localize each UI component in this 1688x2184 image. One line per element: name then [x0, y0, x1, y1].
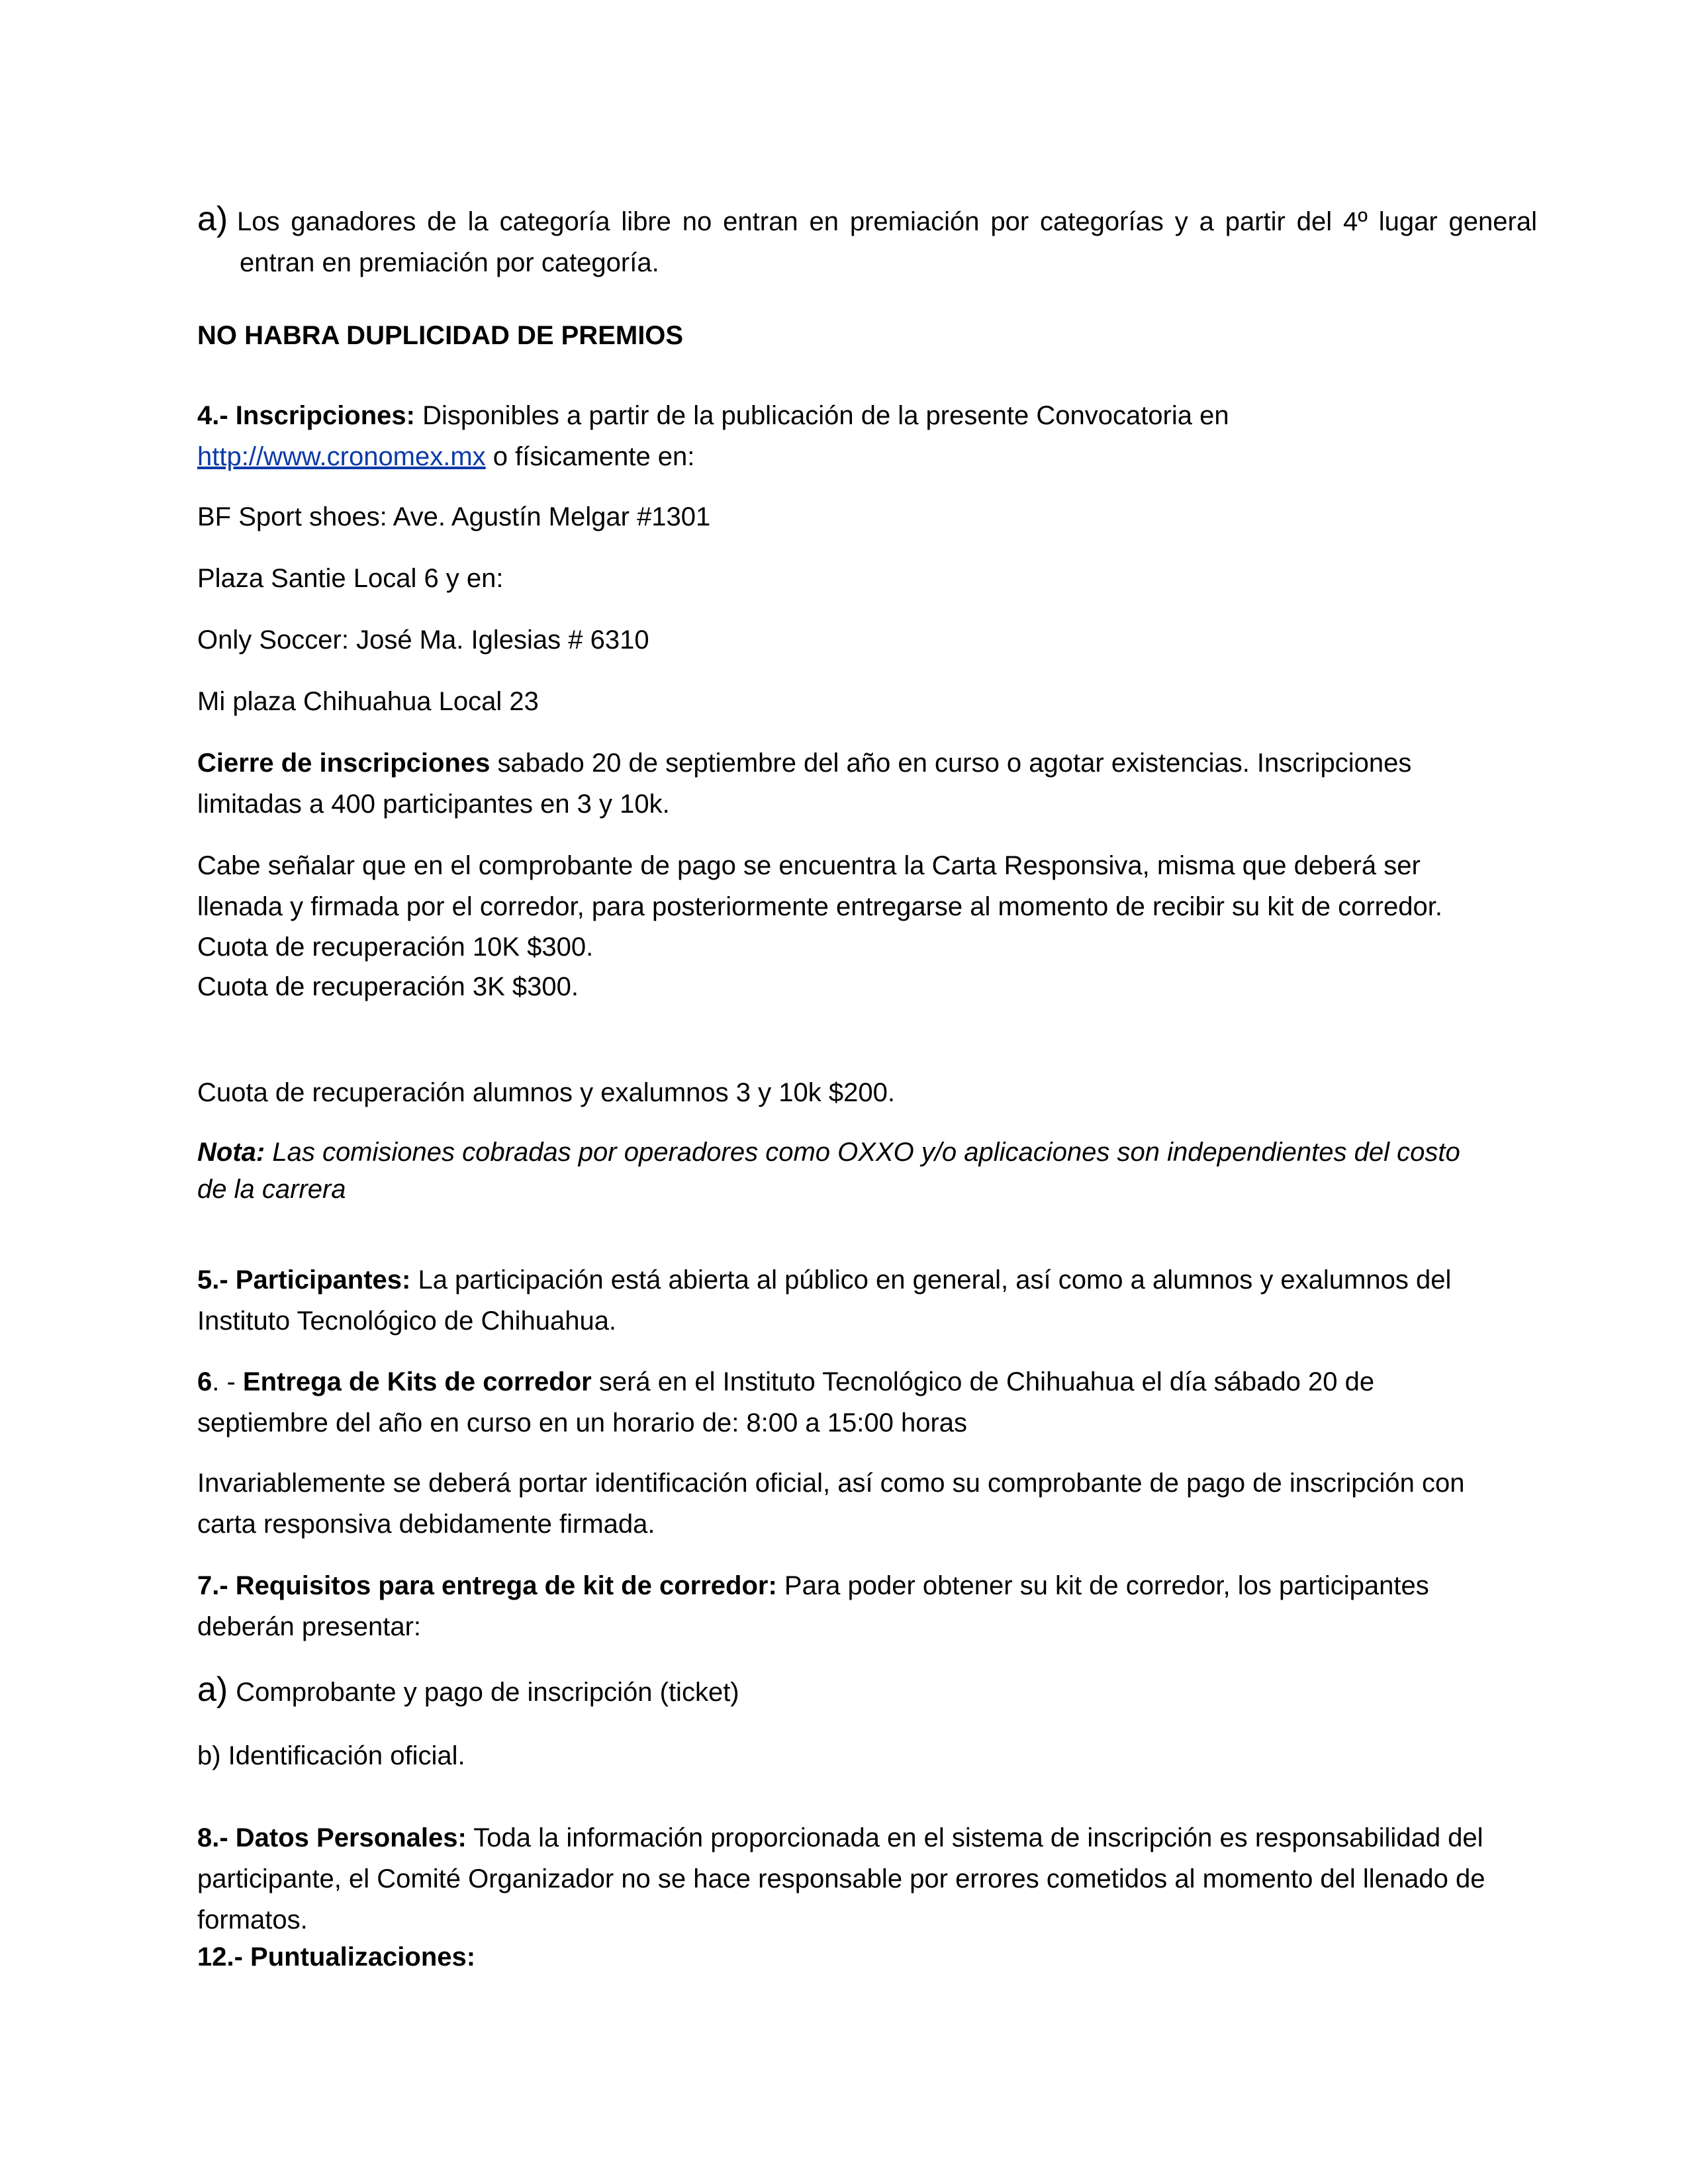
list-marker: a) [197, 1670, 228, 1709]
paragraph-award-rule [197, 199, 1537, 283]
paragraph-text: Las comisiones cobradas por operadores como OXXO y/o aplicaciones son independientes del costo de la carrera [197, 1138, 1460, 1204]
section-number: 6 [197, 1367, 212, 1396]
list-marker: a) [197, 200, 228, 238]
paragraph-kit-delivery [197, 1361, 1495, 1443]
address-plaza-santie: Plaza Santie Local 6 y en: [197, 564, 504, 593]
paragraph-text: será en el Instituto Tecnológico de Chihuahua el día sábado 20 de septiembre del año en curso en un horario de: 8:00 a 15:00 horas [197, 1367, 1375, 1437]
section-sep: . - [212, 1367, 243, 1396]
paragraph-text: Los ganadores de la categoría libre no entran en premiación por categorías y a partir del 4º lugar general entran en premiación por categoría. [237, 207, 1537, 277]
paragraph-personal-data [197, 1817, 1495, 1940]
paragraph-text: Toda la información proporcionada en el sistema de inscripción es responsabilidad del participante, el Comité Organizador no se hace responsable por errores cometidos al momento del llenado de formatos. [197, 1823, 1485, 1934]
section-label: 4.- Inscripciones: [197, 401, 415, 430]
address-only-soccer: Only Soccer: José Ma. Iglesias # 6310 [197, 625, 649, 655]
paragraph-text: Disponibles a partir de la publicación de la presente Convocatoria en [414, 401, 1229, 430]
cronomex-link[interactable]: http://www.cronomex.mx [197, 442, 486, 471]
paragraph-text: Comprobante y pago de inscripción (ticket) [236, 1678, 739, 1707]
note-label: Nota: [197, 1138, 265, 1167]
heading-puntualizaciones: 12.- Puntualizaciones: [197, 1942, 476, 1972]
paragraph-text: Cabe señalar que en el comprobante de pago se encuentra la Carta Responsiva, misma que deberá ser llenada y firmada por el corredor, para posteriormente entregarse al momento de recibir su kit de corredor. [197, 851, 1442, 921]
no-duplicate-prizes-heading: NO HABRA DUPLICIDAD DE PREMIOS [197, 321, 684, 350]
section-label: Cierre de inscripciones [197, 749, 491, 778]
paragraph-note [197, 1134, 1495, 1208]
paragraph-kit-requirements [197, 1565, 1495, 1647]
paragraph-text: Para poder obtener su kit de corredor, los participantes deberán presentar: [197, 1571, 1429, 1641]
paragraph-participants [197, 1259, 1495, 1342]
section-label: 5.- Participantes: [197, 1265, 411, 1295]
fee-students: Cuota de recuperación alumnos y exalumnos 3 y 10k $200. [197, 1078, 895, 1107]
paragraph-identification: Invariablemente se deberá portar identificación oficial, así como su comprobante de pago de inscripción con carta responsiva debidamente firmada. [197, 1469, 1465, 1539]
paragraph-registration-close [197, 743, 1495, 825]
section-label: 8.- Datos Personales: [197, 1823, 467, 1852]
section-label: Entrega de Kits de corredor [242, 1367, 592, 1396]
fee-10k: Cuota de recuperación 10K $300. [197, 933, 594, 962]
paragraph-responsive-letter [197, 845, 1495, 1007]
address-mi-plaza: Mi plaza Chihuahua Local 23 [197, 687, 539, 716]
requirement-b: b) Identificación oficial. [197, 1741, 465, 1770]
paragraph-text: sabado 20 de septiembre del año en curso o agotar existencias. Inscripciones limitadas a 400 participantes en 3 y 10k. [197, 749, 1412, 819]
paragraph-text: La participación está abierta al público en general, así como a alumnos y exalumnos del Instituto Tecnológico de Chihuahua. [197, 1265, 1452, 1336]
paragraph-registration [197, 395, 1495, 477]
address-bf-sport: BF Sport shoes: Ave. Agustín Melgar #1301 [197, 502, 711, 531]
section-label: 7.- Requisitos para entrega de kit de corredor: [197, 1571, 777, 1600]
requirement-a [197, 1669, 1495, 1713]
paragraph-text-2: o físicamente en: [485, 442, 695, 471]
fee-3k: Cuota de recuperación 3K $300. [197, 972, 579, 1001]
